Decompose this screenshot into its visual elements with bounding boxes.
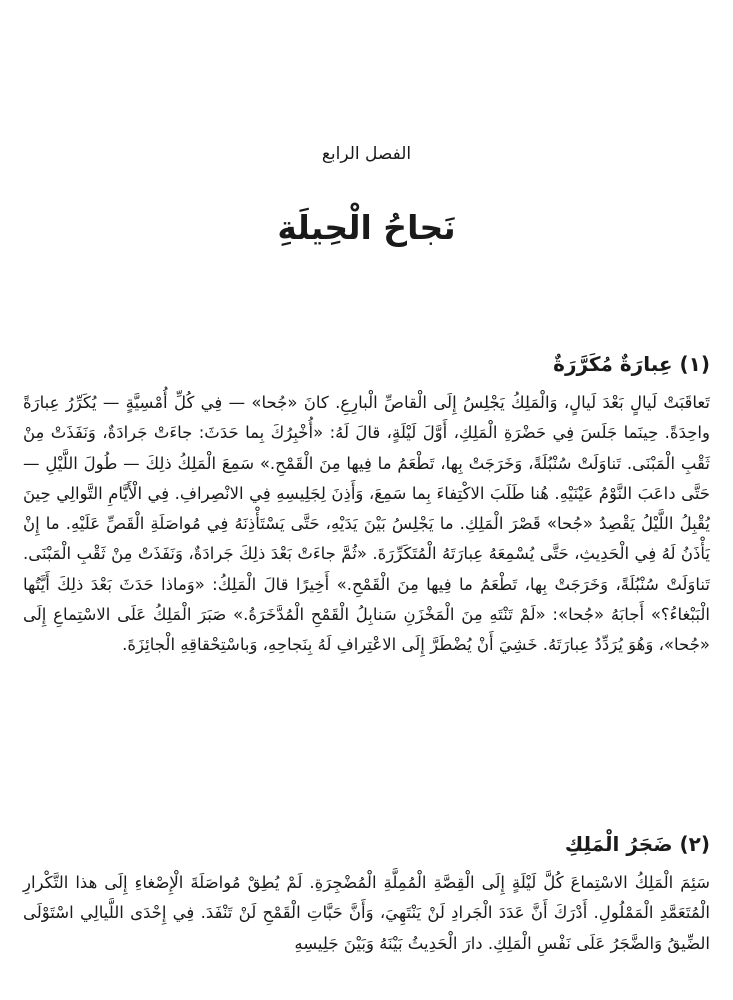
chapter-label: الفصل الرابع bbox=[321, 144, 412, 164]
section-heading: (٢) ضَجَرُ الْمَلِكِ bbox=[564, 832, 710, 856]
section-paragraph: تَعاقَبَتْ لَيالٍ بَعْدَ لَيالٍ، وَالْمَلِكُ يَجْلِسُ إِلَى الْقاصِّ الْبارِعِ. كانَ «جُحا» — فِي كُلِّ أُمْسِيَّةٍ — يُكَرِّرُ عِبارَةً واحِدَةً. حِينَما جَلَسَ فِي حَضْرَةِ الْمَلِكِ، أَوَّلَ لَيْلَةٍ، قالَ لَهُ: «أُخْبِرُكَ بِما حَدَثَ: جاءَتْ جَرادَةٌ، وَنَفَذَتْ مِنْ ثَقْبِ الْمَبْنَى. تَناوَلَتْ سُنْبُلَةً، وَخَرَجَتْ بِها، تَطْعَمُ ما فِيها مِنَ الْقَمْحِ.» سَمِعَ الْمَلِكُ ذلِكَ — طُولَ اللَّيْلِ — حَتَّى داعَبَ النَّوْمُ عَيْنَيْهِ. هُنا طَلَبَ الاكْتِفاءَ بِما سَمِعَ، وَأَذِنَ لِجَلِيسِهِ فِي الانْصِرافِ. فِي الْأَيَّامِ التَّوالِي حِينَ يُقْبِلُ اللَّيْلُ يَقْصِدُ «جُحا» قَصْرَ الْمَلِكِ. ما يَجْلِسُ بَيْنَ يَدَيْهِ، حَتَّى يَسْتَأْذِنَهُ فِي مُواصَلَةِ الْقَصِّ عَلَيْهِ. ما إِنْ يَأْذَنُ لَهُ فِي الْحَدِيثِ، حَتَّى يُسْمِعَهُ عِبارَتَهُ الْمُتَكَرِّرَةَ. «ثُمَّ جاءَتْ بَعْدَ ذلِكَ جَرادَةٌ، وَنَفَذَتْ مِنْ ثَقْبِ الْمَبْنَى. تَناوَلَتْ سُنْبُلَةً، وَخَرَجَتْ بِها، تَطْعَمُ ما فِيها مِنَ الْقَمْحِ.» أَخِيرًا قالَ الْمَلِكُ: «وَماذا حَدَثَ بَعْدَ ذلِكَ أَيَّتُها الْبَبْغاءُ؟» أَجابَهُ «جُحا»: «لَمْ تَنْتَهِ مِنَ الْمَخْزَنِ سَنابِلُ الْقَمْحِ الْمُدَّخَرَةُ.» صَبَرَ الْمَلِكُ عَلَى الاسْتِماعِ إِلَى «جُحا»، وَهُوَ يُرَدِّدُ عِبارَتَهُ. خَشِيَ أَنْ يُضْطَرَّ إِلَى الاعْتِرافِ لَهُ بِنَجاحِهِ، وَباسْتِحْقاقِهِ الْجائِزَةَ. bbox=[23, 393, 710, 655]
section-1 bbox=[23, 352, 710, 661]
chapter-title: نَجاحُ الْحِيلَةِ bbox=[277, 208, 456, 247]
section-paragraph: سَئِمَ الْمَلِكُ الاسْتِماعَ كُلَّ لَيْلَةٍ إِلَى الْقِصَّةِ الْمُمِلَّةِ الْمُضْجِرَةِ. لَمْ يُطِقْ مُواصَلَةَ الْإِصْغاءِ إِلَى هذا التَّكْرارِ الْمُتَعَمَّدِ الْمَمْلُولِ. أَدْرَكَ أَنَّ عَدَدَ الْجَرادِ لَنْ يَنْتَهِيَ، وَأَنَّ حَبَّاتِ الْقَمْحِ لَنْ تَنْفَدَ. فِي إِحْدَى اللَّيالِي اسْتَوْلَى الضِّيقُ وَالضَّجَرُ عَلَى نَفْسِ الْمَلِكِ. دارَ الْحَدِيثُ بَيْنَهُ وَبَيْنَ جَلِيسِهِ bbox=[23, 873, 710, 953]
section-2 bbox=[23, 832, 710, 959]
section-heading: (١) عِبارَةٌ مُكَرَّرَةٌ bbox=[553, 352, 710, 376]
